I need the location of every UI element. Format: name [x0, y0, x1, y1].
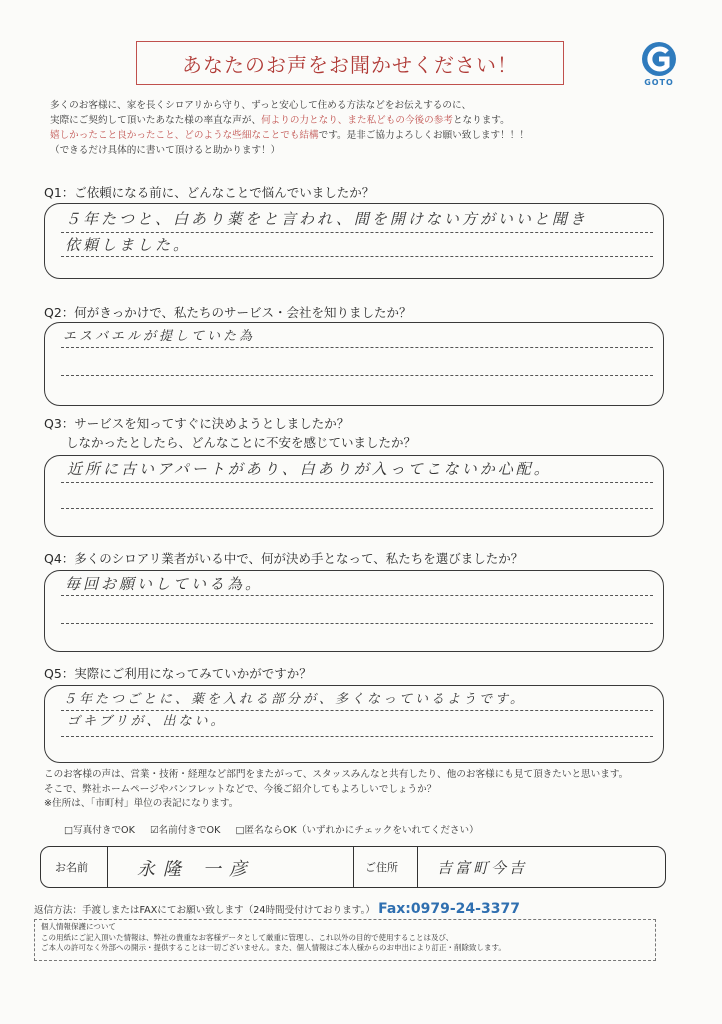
intro-line-2 — [50, 113, 529, 128]
answer-box-3 — [44, 455, 664, 537]
intro-text — [50, 98, 529, 158]
intro-line-1: 多くのお客様に、家を長くシロアリから守り、ずっと安心して住める方法などをお伝えするのに、 — [50, 100, 472, 111]
reply-method — [34, 901, 520, 917]
share-line-3: ※住所は、「市町村」単位の表記になります。 — [44, 798, 239, 809]
intro-line-3b: です。是非ご協力よろしくお願い致します！！！ — [318, 130, 529, 141]
page-title: あなたのお声をお聞かせください！ — [182, 52, 518, 77]
question-2: Q2：何がきっかけで、私たちのサービス・会社を知りましたか？ — [44, 305, 412, 320]
answer-2-line-1: エスバエルが提していた為 — [63, 329, 256, 344]
share-line-1: このお客様の声は、営業・技術・経理など部門をまたがって、スタッスみんなと共有したり、他のお客様にも見て頂きたいと思います。 — [44, 769, 629, 780]
intro-line-4: （できるだけ具体的に書いて頂けると助かります！） — [50, 145, 281, 156]
answer-box-2 — [44, 322, 664, 406]
privacy-notice — [34, 919, 656, 961]
consent-options — [64, 822, 491, 836]
answer-5-line-1: ５年たつごとに、薬を入れる部分が、多くなっているようです。 — [63, 692, 526, 707]
title-box — [136, 41, 564, 85]
answer-box-5 — [44, 685, 664, 763]
customer-info-box — [40, 846, 666, 888]
logo-text: GOTO — [644, 78, 674, 87]
answer-3-line-1: 近所に古いアパートがあり、白ありが入ってこないか心配。 — [67, 460, 552, 478]
question-3: Q3：サービスを知ってすぐに決めようとしましたか？ — [44, 416, 350, 431]
consent-name-checkbox[interactable]: ☑名前付きでOK — [149, 825, 221, 836]
question-3-sub: しなかったとしたら、どんなことに不安を感じていましたか？ — [66, 435, 417, 450]
address-label: ご住所 — [365, 861, 398, 874]
answer-1-line-2: 依頼しました。 — [65, 236, 192, 254]
consent-anonymous-checkbox[interactable]: □匿名ならOK（いずれかにチェックをいれてください） — [235, 825, 479, 836]
intro-line-3-red: 嬉しかったこと良かったこと、どのような些細なことでも結構 — [50, 130, 319, 141]
share-notice — [44, 768, 628, 812]
answer-4-line-1: 毎回お願いしている為。 — [65, 575, 264, 593]
question-1: Q1：ご依頼になる前に、どんなことで悩んでいましたか？ — [44, 185, 375, 200]
reply-text: 返信方法：手渡しまたはFAXにてお願い致します（24時間受付けております。） — [34, 905, 376, 916]
goto-logo — [636, 40, 682, 92]
privacy-line-3: ご本人の許可なく外部への開示・提供することは一切ございません。また、個人情報はご本人様からのお申出により訂正・削除致します。 — [41, 943, 506, 952]
question-5: Q5：実際にご利用になってみていかがですか？ — [44, 666, 312, 681]
intro-line-2a: 実際にご契約して頂いたあなた様の率直な声が、 — [50, 115, 262, 126]
goto-logo-icon — [636, 40, 682, 80]
answer-box-4 — [44, 570, 664, 652]
intro-line-3 — [50, 128, 529, 143]
answer-1-line-1: ５年たつと、白あり薬をと言われ、間を開けない方がいいと聞き — [65, 210, 588, 228]
name-label: お名前 — [55, 861, 88, 874]
answer-5-line-2: ゴキブリが、出ない。 — [67, 714, 227, 729]
privacy-line-2: この用紙にご記入頂いた情報は、弊社の貴重なお客様データとして厳重に管理し、これ以外の目的で使用することは及び、 — [41, 932, 454, 942]
answer-box-1 — [44, 203, 664, 279]
share-line-2: そこで、弊社ホームページやパンフレットなどで、今後ご紹介してもよろしいでしょうか？ — [44, 783, 437, 795]
privacy-line-1: 個人情報保護について — [41, 922, 116, 931]
intro-line-2-red: 何よりの力となり、また私どもの今後の参考 — [261, 115, 453, 126]
fax-number: Fax:0979-24-3377 — [378, 901, 520, 917]
name-value: 永隆 一彦 — [137, 859, 255, 880]
question-4: Q4：多くのシロアリ業者がいる中で、何が決め手となって、私たちを選びましたか？ — [44, 551, 524, 566]
consent-photo-checkbox[interactable]: □写真付きでOK — [64, 825, 135, 836]
intro-line-2b: となります。 — [452, 115, 510, 126]
address-value: 吉富町今吉 — [437, 859, 528, 877]
